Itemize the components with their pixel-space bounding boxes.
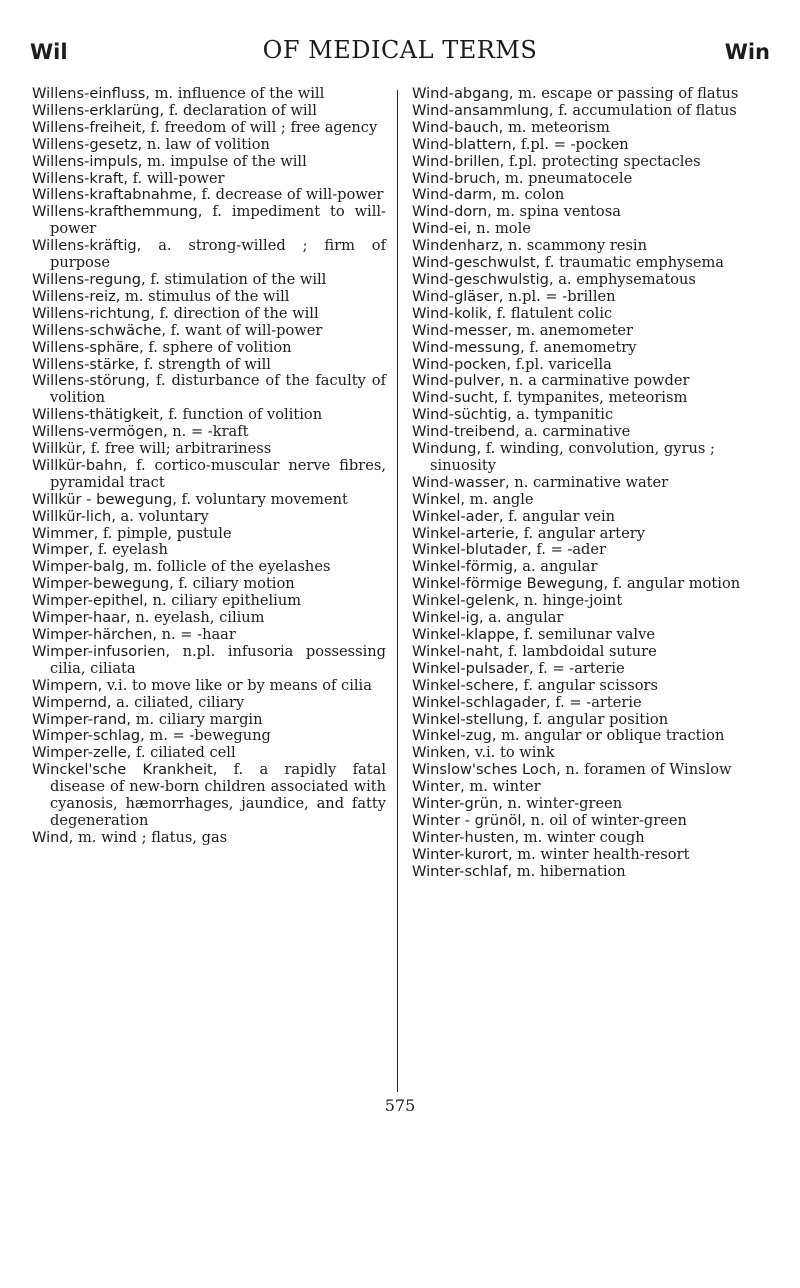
entry-definition: f. disturbance of the faculty of volition (50, 372, 386, 407)
dictionary-entry (32, 357, 386, 374)
entry-headword: Willkür - bewegung, (32, 490, 177, 508)
entry-headword: Willens-richtung, (32, 304, 155, 322)
dictionary-entry (412, 137, 768, 154)
entry-headword: Winkel-arterie, (412, 524, 519, 542)
entry-definition: f. a rapidly fatal disease of new-born children associated with cyanosis, hæmorrhages, jaundice, and fatty degeneration (50, 761, 386, 829)
entry-headword: Windenharz, (412, 237, 504, 255)
dictionary-entry (412, 509, 768, 526)
dictionary-entry (412, 712, 768, 729)
entry-definition: f. tympanites, meteorism (498, 389, 688, 407)
entry-definition: a. ciliated, ciliary (111, 693, 245, 711)
entry-headword: Winken, (412, 744, 471, 762)
entry-headword: Wimmer, (32, 524, 99, 542)
entry-definition: m. = -bewegung (144, 727, 271, 745)
dictionary-entry (412, 323, 768, 340)
dictionary-entry (32, 627, 386, 644)
entry-definition: a. emphysematous (553, 270, 696, 288)
entry-definition: f. lambdoidal suture (503, 642, 657, 660)
entry-headword: Wimper-schlag, (32, 727, 145, 745)
entry-definition: f. ciliated cell (131, 744, 236, 762)
column-divider (397, 90, 398, 1092)
entry-definition: f. = -arterie (550, 693, 642, 711)
dictionary-entry (32, 492, 386, 509)
entry-definition: n. law of volition (142, 135, 270, 153)
entry-definition: f. angular vein (503, 507, 616, 525)
entry-headword: Winter-grün, (412, 795, 503, 813)
entry-definition: a. angular (517, 558, 598, 576)
entry-definition: a. voluntary (115, 507, 209, 525)
dictionary-entry (412, 762, 768, 779)
dictionary-entry (412, 593, 768, 610)
entry-headword: Wind-süchtig, (412, 406, 512, 424)
dictionary-entry (32, 593, 386, 610)
dictionary-entry (32, 323, 386, 340)
dictionary-entry (32, 103, 386, 120)
entry-headword: Wind-pulver, (412, 372, 505, 390)
dictionary-entry (32, 745, 386, 762)
entry-definition: f. declaration of will (164, 101, 317, 119)
entry-headword: Willens-kräftig, (32, 237, 142, 255)
dictionary-entry (412, 86, 768, 103)
entry-headword: Winkel-zug, (412, 727, 497, 745)
entry-headword: Wind-geschwulstig, (412, 270, 554, 288)
dictionary-entry (32, 728, 386, 745)
entry-definition: f. direction of the will (154, 304, 319, 322)
dictionary-entry (32, 204, 386, 238)
entry-definition: f.pl. protecting spectacles (504, 152, 701, 170)
entry-headword: Wimper-bewegung, (32, 575, 174, 593)
entry-definition: f. = -arterie (533, 659, 625, 677)
entry-definition: m. anemometer (511, 321, 634, 339)
dictionary-entry (412, 103, 768, 120)
entry-headword: Winkel-gelenk, (412, 592, 520, 610)
entry-definition: n. oil of winter-green (526, 811, 687, 829)
dictionary-entry (412, 187, 768, 204)
entry-headword: Willens-störung, (32, 372, 151, 390)
entry-headword: Wind-bauch, (412, 118, 504, 136)
entry-definition: f. strength of will (139, 355, 271, 373)
page-title: OF MEDICAL TERMS (262, 36, 538, 64)
dictionary-entry (412, 610, 768, 627)
dictionary-entry (412, 745, 768, 762)
entry-headword: Winkel-pulsader, (412, 659, 534, 677)
entry-definition: m. follicle of the eyelashes (129, 558, 331, 576)
entry-definition: m. meteorism (503, 118, 610, 136)
entry-headword: Wind-abgang, (412, 85, 514, 102)
entry-headword: Winkel-ader, (412, 507, 504, 525)
entry-headword: Willens-reiz, (32, 287, 121, 305)
entry-headword: Winter - grünöl, (412, 811, 527, 829)
entry-definition: m. stimulus of the will (120, 287, 290, 305)
dictionary-entry (412, 154, 768, 171)
dictionary-entry (412, 847, 768, 864)
dictionary-entry (412, 340, 768, 357)
dictionary-entry (32, 272, 386, 289)
entry-definition: n.pl. infusoria possessing cilia, ciliata (50, 642, 386, 677)
entry-definition: f. eyelash (93, 541, 168, 559)
dictionary-entry (412, 526, 768, 543)
dictionary-entry (412, 661, 768, 678)
dictionary-entry (412, 627, 768, 644)
entry-headword: Wind-ansammlung, (412, 101, 554, 119)
entry-definition: m. pneumatocele (500, 169, 633, 187)
entry-definition: n. ciliary epithelium (147, 592, 302, 610)
entry-headword: Wind-sucht, (412, 389, 499, 407)
dictionary-entry (32, 86, 386, 103)
entry-definition: m. winter cough (519, 828, 645, 846)
entry-headword: Winkel-naht, (412, 642, 504, 660)
entry-definition: n. = -haar (156, 626, 236, 643)
dictionary-entry (412, 542, 768, 559)
entry-headword: Wind-pocken, (412, 355, 511, 373)
entry-headword: Winkel-stellung, (412, 710, 529, 728)
entry-definition: m. escape or passing of flatus (513, 85, 739, 102)
entry-definition: a. strong-willed ; firm of purpose (50, 237, 386, 272)
entry-headword: Windung, (412, 440, 482, 458)
dictionary-entry (32, 509, 386, 526)
dictionary-entry (32, 712, 386, 729)
entry-definition: m. angular or oblique traction (496, 727, 725, 745)
entry-headword: Wind-geschwulst, (412, 254, 541, 272)
entry-headword: Wind-kolik, (412, 304, 493, 322)
entry-definition: f. impediment to will-power (50, 203, 386, 238)
entry-headword: Wind-treibend, (412, 423, 520, 441)
entry-headword: Wimper-zelle, (32, 744, 132, 762)
dictionary-entry (32, 238, 386, 272)
entry-headword: Winter-kurort, (412, 845, 513, 863)
entry-definition: n. = -kraft (167, 423, 249, 441)
dictionary-entry (32, 289, 386, 306)
dictionary-entry (412, 255, 768, 272)
entry-headword: Willens-erklarüng, (32, 101, 165, 119)
entry-headword: Wind-messung, (412, 338, 525, 356)
entry-definition: f. free will; arbitrariness (86, 440, 272, 458)
entry-headword: Willkür, (32, 440, 87, 458)
entry-definition: m. ciliary margin (131, 710, 263, 728)
entry-definition: f. = -ader (531, 541, 607, 559)
entry-definition: f. angular artery (518, 524, 645, 542)
entry-definition: f. decrease of will-power (196, 186, 384, 204)
dictionary-entry (32, 830, 386, 847)
entry-headword: Wimper-rand, (32, 710, 132, 728)
entry-definition: n. mole (471, 220, 531, 238)
entry-headword: Willens-krafthemmung, (32, 203, 203, 221)
entry-headword: Willkür-lich, (32, 507, 116, 525)
entry-headword: Wimper, (32, 541, 94, 559)
entry-definition: f.pl. varicella (510, 355, 612, 373)
entry-headword: Willens-kraft, (32, 169, 129, 187)
entry-headword: Wimper-härchen, (32, 626, 157, 643)
entry-headword: Winter-husten, (412, 828, 520, 846)
dictionary-entry (32, 762, 386, 830)
dictionary-entry (412, 492, 768, 509)
left-column (32, 86, 386, 847)
entry-definition: f. angular scissors (518, 676, 658, 694)
entry-headword: Wimper-epithel, (32, 592, 148, 610)
dictionary-entry (412, 289, 768, 306)
dictionary-entry (412, 576, 768, 593)
entry-definition: f. winding, convolution, gyrus ; sinuosity (430, 440, 715, 474)
dictionary-entry (412, 171, 768, 188)
entry-definition: f. accumulation of flatus (553, 101, 737, 119)
entry-headword: Wimper-balg, (32, 558, 130, 576)
dictionary-entry (32, 542, 386, 559)
entry-headword: Wind-darm, (412, 186, 497, 204)
dictionary-entry (32, 187, 386, 204)
dictionary-entry (412, 441, 768, 475)
entry-definition: v.i. to wink (470, 744, 555, 762)
entry-headword: Winslow'sches Loch, (412, 761, 561, 779)
entry-definition: m. spina ventosa (491, 203, 621, 221)
entry-headword: Winkel-klappe, (412, 626, 520, 643)
entry-definition: f. flatulent colic (492, 304, 613, 322)
entry-headword: Wind-gläser, (412, 287, 504, 305)
entry-headword: Wind-brillen, (412, 152, 505, 170)
dictionary-entry (32, 373, 386, 407)
dictionary-entry (412, 424, 768, 441)
entry-definition: a. carminative (519, 423, 631, 441)
entry-headword: Wimper-haar, (32, 609, 131, 627)
entry-headword: Winckel'sche Krankheit, (32, 761, 218, 779)
right-guide-word: Win (724, 40, 770, 64)
entry-definition: f. freedom of will ; free agency (145, 118, 378, 136)
dictionary-entry (412, 407, 768, 424)
entry-definition: m. influence of the will (149, 85, 325, 102)
entry-headword: Willens-kraftabnahme, (32, 186, 197, 204)
entry-definition: v.i. to move like or by means of cilia (102, 676, 372, 694)
dictionary-entry (32, 526, 386, 543)
entry-definition: f. ciliary motion (173, 575, 295, 593)
entry-definition: f. want of will-power (166, 321, 323, 339)
dictionary-entry (412, 120, 768, 137)
dictionary-entry (32, 154, 386, 171)
entry-headword: Willens-thätigkeit, (32, 406, 164, 424)
entry-headword: Winkel-schere, (412, 676, 519, 694)
entry-headword: Willens-vermögen, (32, 423, 168, 441)
entry-definition: f. semilunar valve (519, 626, 655, 643)
dictionary-entry (412, 728, 768, 745)
entry-definition: f. cortico-muscular nerve fibres, pyramidal tract (50, 456, 386, 491)
dictionary-entry (412, 864, 768, 881)
entry-definition: n. eyelash, cilium (130, 609, 265, 627)
dictionary-entry (32, 610, 386, 627)
page-number: 575 (384, 1096, 416, 1115)
entry-headword: Willens-impuls, (32, 152, 143, 170)
dictionary-entry (412, 796, 768, 813)
dictionary-entry (32, 441, 386, 458)
entry-headword: Winkel-förmig, (412, 558, 518, 576)
entry-headword: Winkel, (412, 490, 466, 508)
entry-definition: n. winter-green (502, 795, 623, 813)
entry-definition: n.pl. = -brillen (503, 287, 616, 305)
entry-definition: a. tympanitic (511, 406, 614, 424)
entry-definition: f. voluntary movement (176, 490, 348, 508)
dictionary-entry (32, 340, 386, 357)
entry-definition: m. angle (465, 490, 534, 508)
dictionary-entry (32, 306, 386, 323)
entry-headword: Wind-wasser, (412, 473, 510, 491)
dictionary-entry (412, 238, 768, 255)
entry-headword: Wind-messer, (412, 321, 512, 339)
entry-headword: Willens-freiheit, (32, 118, 146, 136)
entry-definition: f. stimulation of the will (145, 270, 327, 288)
entry-definition: f. angular position (528, 710, 669, 728)
entry-headword: Wimper-infusorien, (32, 642, 171, 660)
dictionary-entry (412, 204, 768, 221)
entry-headword: Willens-schwäche, (32, 321, 167, 339)
dictionary-entry (412, 475, 768, 492)
entry-definition: f. angular motion (608, 575, 741, 593)
entry-definition: n. hinge-joint (519, 592, 623, 610)
dictionary-entry (32, 407, 386, 424)
entry-headword: Winter-schlaf, (412, 862, 513, 880)
entry-definition: m. winter health-resort (512, 845, 690, 863)
dictionary-entry (32, 120, 386, 137)
right-column (412, 86, 768, 881)
entry-definition: n. foramen of Winslow (560, 761, 732, 779)
entry-headword: Wind-dorn, (412, 203, 492, 221)
entry-headword: Willkür-bahn, (32, 456, 128, 474)
entry-definition: m. impulse of the will (142, 152, 307, 170)
dictionary-entry (32, 137, 386, 154)
entry-definition: f. traumatic emphysema (540, 254, 725, 272)
entry-definition: f. anemometry (524, 338, 637, 356)
dictionary-entry (412, 644, 768, 661)
entry-definition: f. pimple, pustule (98, 524, 232, 542)
entry-headword: Willens-gesetz, (32, 135, 143, 153)
dictionary-entry (32, 424, 386, 441)
entry-headword: Wind, (32, 828, 74, 846)
dictionary-entry (412, 678, 768, 695)
entry-definition: f. will-power (128, 169, 225, 187)
dictionary-entry (412, 813, 768, 830)
entry-headword: Winter, (412, 778, 465, 796)
entry-definition: m. hibernation (512, 862, 626, 880)
dictionary-entry (32, 559, 386, 576)
dictionary-entry (32, 678, 386, 695)
dictionary-entry (412, 779, 768, 796)
entry-definition: a. angular (483, 609, 564, 627)
entry-definition: n. carminative water (509, 473, 669, 491)
dictionary-entry (412, 221, 768, 238)
dictionary-entry (412, 306, 768, 323)
entry-headword: Wind-bruch, (412, 169, 501, 187)
running-header (0, 36, 800, 76)
entry-definition: f.pl. = -pocken (516, 135, 629, 153)
dictionary-entry (32, 576, 386, 593)
entry-definition: f. function of volition (163, 406, 323, 424)
dictionary-entry (32, 458, 386, 492)
dictionary-entry (32, 171, 386, 188)
left-guide-word: Wil (30, 40, 68, 64)
dictionary-entry (32, 695, 386, 712)
entry-definition: n. a carminative powder (504, 372, 690, 390)
dictionary-entry (32, 644, 386, 678)
entry-headword: Wimpern, (32, 676, 103, 694)
entry-headword: Wind-blattern, (412, 135, 517, 153)
entry-definition: m. winter (464, 778, 541, 796)
dictionary-entry (412, 695, 768, 712)
entry-headword: Winkel-blutader, (412, 541, 532, 559)
entry-definition: m. colon (496, 186, 565, 204)
entry-headword: Winkel-förmige Bewegung, (412, 575, 609, 593)
dictionary-entry (412, 357, 768, 374)
dictionary-entry (412, 830, 768, 847)
entry-headword: Wimpernd, (32, 693, 112, 711)
dictionary-entry (412, 390, 768, 407)
entry-headword: Wind-ei, (412, 220, 472, 238)
entry-definition: m. wind ; flatus, gas (73, 828, 228, 846)
dictionary-entry (412, 272, 768, 289)
entry-headword: Willens-regung, (32, 270, 146, 288)
entry-definition: n. scammony resin (503, 237, 647, 255)
entry-headword: Willens-einfluss, (32, 85, 150, 102)
dictionary-entry (412, 373, 768, 390)
entry-headword: Winkel-schlagader, (412, 693, 551, 711)
entry-definition: f. sphere of volition (143, 338, 292, 356)
entry-headword: Willens-sphäre, (32, 338, 144, 356)
dictionary-entry (412, 559, 768, 576)
entry-headword: Willens-stärke, (32, 355, 140, 373)
entry-headword: Winkel-ig, (412, 609, 484, 627)
